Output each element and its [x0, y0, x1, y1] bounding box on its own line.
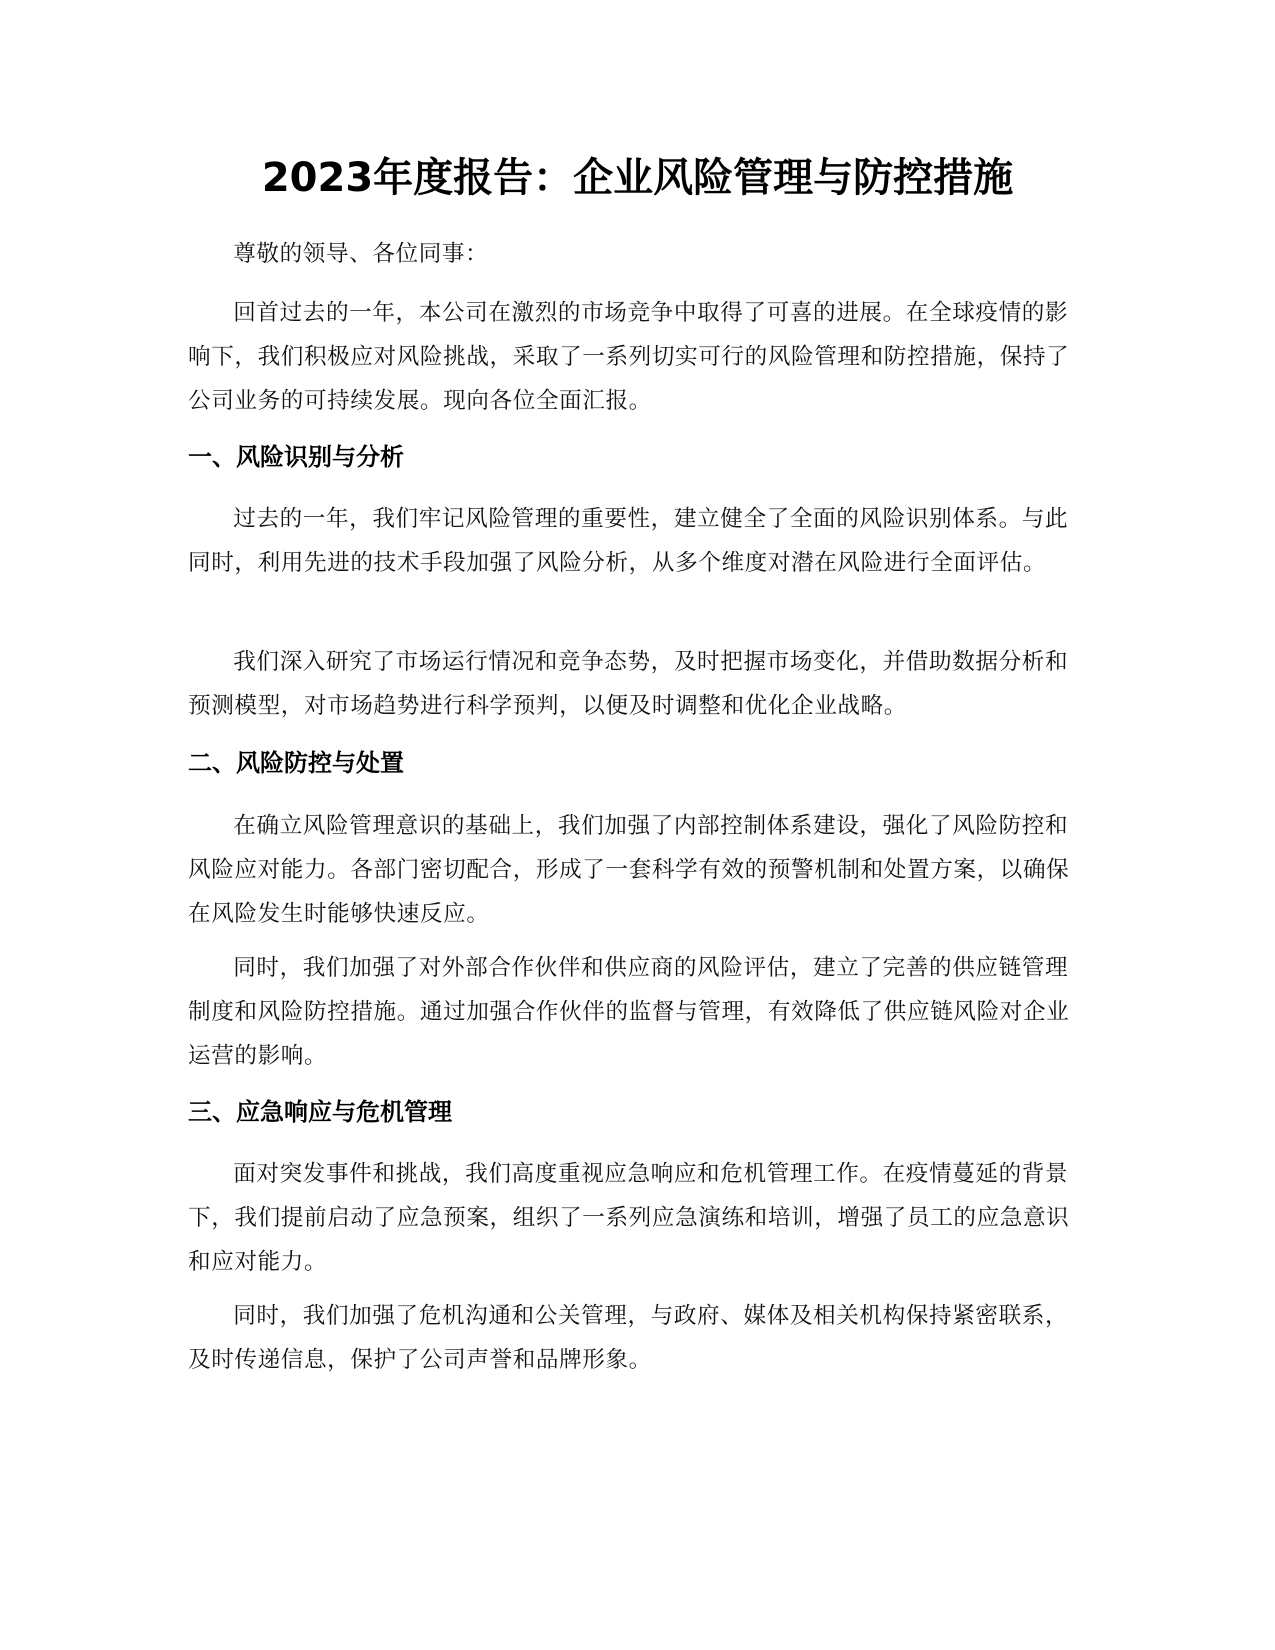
section-1-paragraph-1: 过去的一年，我们牢记风险管理的重要性，建立健全了全面的风险识别体系。与此同时，利用先进的技术手段加强了风险分析，从多个维度对潜在风险进行全面评估。	[188, 506, 1069, 576]
greeting-paragraph: 尊敬的领导、各位同事：	[233, 241, 489, 267]
section-heading-emergency-response: 三、应急响应与危机管理	[188, 1098, 452, 1126]
section-3-paragraph-2: 同时，我们加强了危机沟通和公关管理，与政府、媒体及相关机构保持紧密联系，及时传递信息，保护了公司声誉和品牌形象。	[188, 1303, 1069, 1373]
section-heading-risk-control: 二、风险防控与处置	[188, 749, 404, 777]
intro-paragraph: 回首过去的一年，本公司在激烈的市场竞争中取得了可喜的进展。在全球疫情的影响下，我们积极应对风险挑战，采取了一系列切实可行的风险管理和防控措施，保持了公司业务的可持续发展。现向各位全面汇报。	[188, 300, 1070, 414]
section-heading-risk-identification: 一、风险识别与分析	[188, 443, 404, 471]
section-3-paragraph-1: 面对突发事件和挑战，我们高度重视应急响应和危机管理工作。在疫情蔓延的背景下，我们提前启动了应急预案，组织了一系列应急演练和培训，增强了员工的应急意识和应对能力。	[188, 1161, 1070, 1275]
section-2-paragraph-1: 在确立风险管理意识的基础上，我们加强了内部控制体系建设，强化了风险防控和风险应对能力。各部门密切配合，形成了一套科学有效的预警机制和处置方案，以确保在风险发生时能够快速反应。	[188, 813, 1070, 927]
section-1-paragraph-2: 我们深入研究了市场运行情况和竞争态势，及时把握市场变化，并借助数据分析和预测模型，对市场趋势进行科学预判，以便及时调整和优化企业战略。	[188, 649, 1069, 719]
section-2-paragraph-2: 同时，我们加强了对外部合作伙伴和供应商的风险评估，建立了完善的供应链管理制度和风险防控措施。通过加强合作伙伴的监督与管理，有效降低了供应链风险对企业运营的影响。	[188, 955, 1070, 1069]
document-title: 2023年度报告：企业风险管理与防控措施	[261, 155, 1014, 201]
